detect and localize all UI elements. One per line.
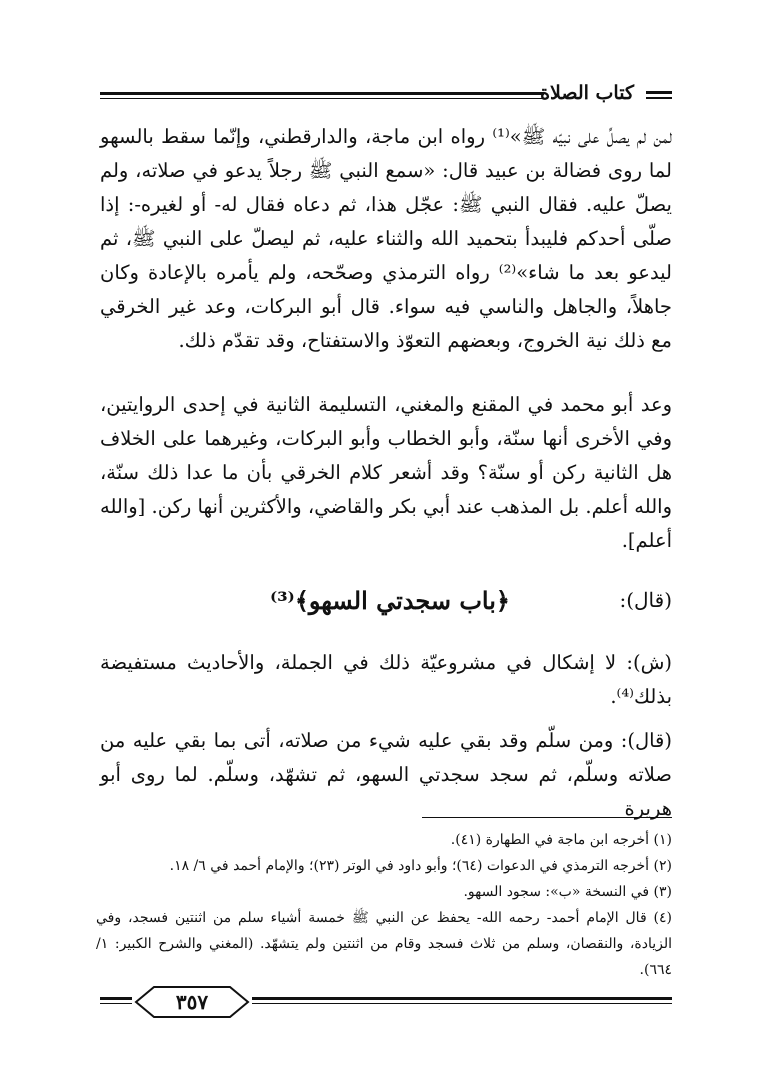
footnote-separator <box>422 817 672 818</box>
paragraph-2: وعد أبو محمد في المقنع والمغني، التسليمة الثانية في إحدى الروايتين، وفي الأخرى أنها سنّة، وأبو الخطاب وأبو البركات، وغيرهما على الخلاف هل الثانية ركن أو سنّة؟ وقد أشعر كلام الخرقي بأن ما عدا ذلك سنّة، والله أعلم. بل المذهب عند أبي بكر والقاضي، والأكثرين أنها ركن. [والله أعلم]. <box>100 393 672 552</box>
page-footer <box>100 980 672 1030</box>
paragraph-3: (ش): لا إشكال في مشروعيّة ذلك في الجملة، والأحاديث مستفيضة بذلك⁽⁴⁾. <box>100 651 672 708</box>
header-ornament <box>646 91 672 99</box>
footnotes <box>96 827 672 983</box>
paragraph-4: (قال): ومن سلّم وقد بقي عليه شيء من صلاته، أتى بما بقي عليه من صلاته وسلّم، ثم سجد سجدتي السهو، ثم تشهّد، وسلّم. لما روى أبو هريرة <box>100 729 672 820</box>
footnote-3: (٣) في النسخة «ب»: سجود السهو. <box>463 884 672 900</box>
section-heading-row <box>100 586 672 626</box>
footnote-1: (١) أخرجه ابن ماجة في الطهارة (٤١). <box>450 832 672 848</box>
running-title: كتاب الصلاة <box>540 82 634 104</box>
footnote-2: (٢) أخرجه الترمذي في الدعوات (٦٤)؛ وأبو داود في الوتر (٢٣)؛ والإمام أحمد في ٦/ ١٨. <box>169 858 672 874</box>
footnote-4: (٤) قال الإمام أحمد- رحمه الله- يحفظ عن النبي ﷺ خمسة أشياء سلم من اثنتين فسجد، وفي الزيادة، والنقصان، وسلم من ثلاث فسجد وقام من اثنتين ولم يتشهّد. (المغني والشرح الكبير: ١/ ٦٦٤). <box>96 910 672 978</box>
page-header <box>100 82 672 112</box>
page-number-badge <box>132 984 252 1020</box>
page-number: ٣٥٧ <box>175 990 209 1014</box>
qal-label: (قال): <box>619 588 672 612</box>
header-rule <box>100 92 544 99</box>
paragraph-1: لمن لم يصلِّ على نبيّه ﷺ»⁽¹⁾ رواه ابن ماجة، والدارقطني، وإنّما سقط بالسهو لما روى فضالة بن عبيد قال: «سمع النبي ﷺ رجلاً يدعو في صلاته، ولم يصلّ عليه. فقال النبي ﷺ: عجّل هذا، ثم دعاه فقال له- أو لغيره-: إذا صلّى أحدكم فليبدأ بتحميد الله والثناء عليه، ثم ليصلّ على النبي ﷺ، ثم ليدعو بعد ما شاء»⁽²⁾ رواه الترمذي وصحّحه، ولم يأمره بالإعادة وكان جاهلاً، والجاهل والناسي فيه سواء. قال أبو البركات، وعد غير الخرقي مع ذلك نية الخروج، وبعضهم التعوّذ والاستفتاح، وقد تقدّم ذلك. <box>100 125 673 352</box>
chapter-heading: ﴿باب سجدتي السهو﴾⁽³⁾ <box>270 586 510 615</box>
